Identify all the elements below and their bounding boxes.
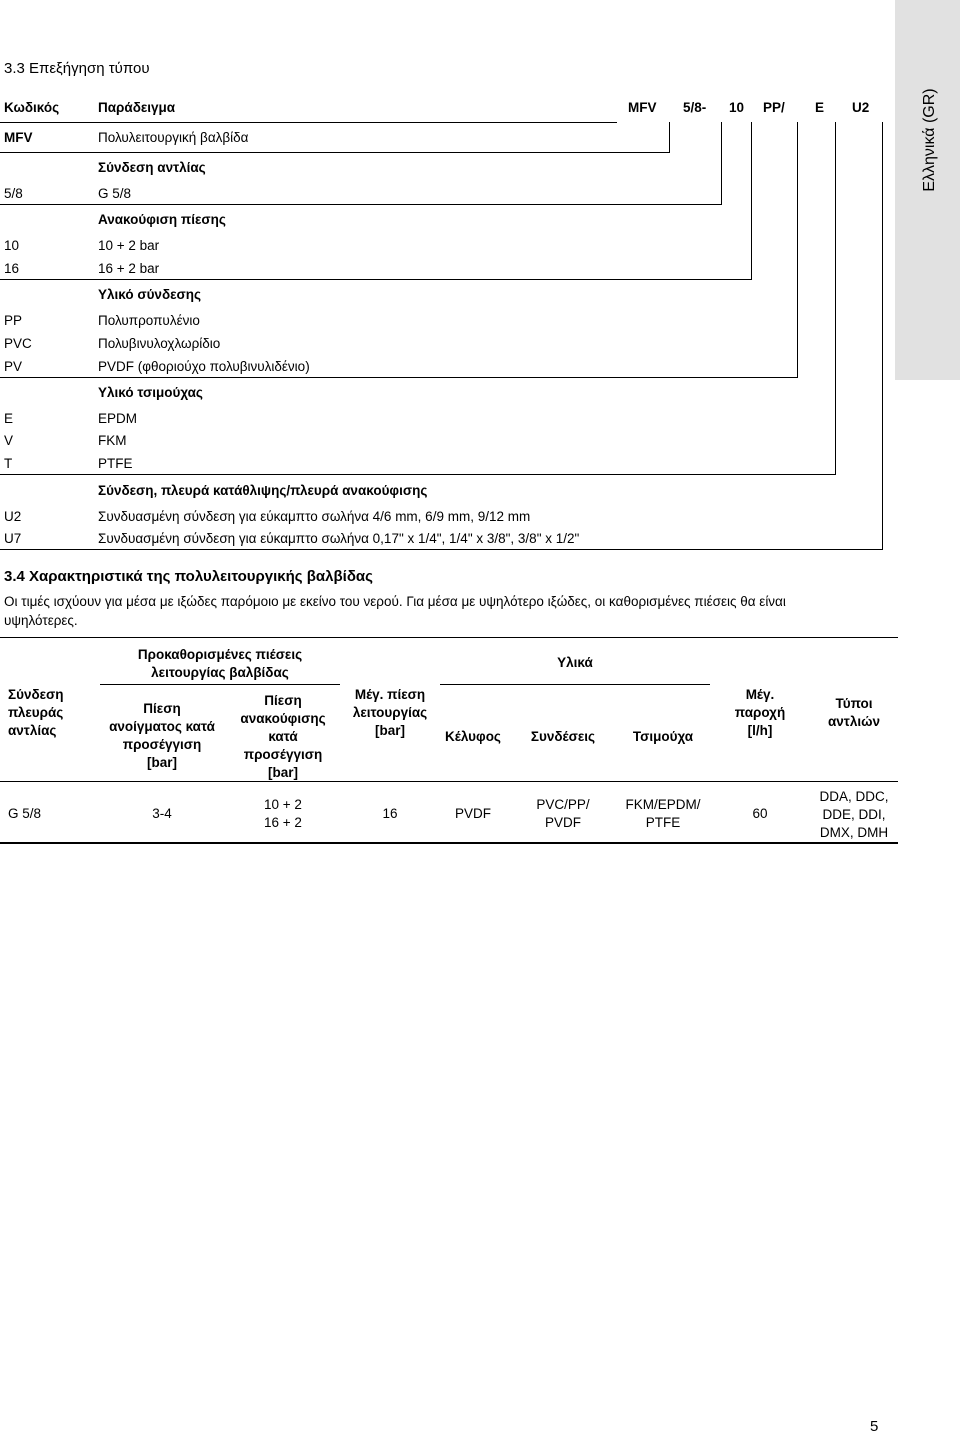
row-desc: Πολυλειτουργική βαλβίδα (98, 130, 249, 145)
group-heading-outlet-connection: Σύνδεση, πλευρά κατάθλιψης/πλευρά ανακούφισης (98, 483, 428, 498)
row-code: V (4, 433, 14, 448)
table-top-rule (0, 637, 898, 638)
row-desc: PVDF (φθοριούχο πολυβινυλιδένιο) (98, 359, 310, 374)
col-header-relief-pressure: Πίεση ανακούφισης κατά προσέγγιση [bar] (240, 693, 326, 780)
row-rule (0, 204, 721, 205)
row-code: 10 (4, 238, 20, 253)
col-header-max-pressure: Μέγ. πίεση λειτουργίας [bar] (352, 687, 428, 738)
row-desc: Συνδυασμένη σύνδεση για εύκαμπτο σωλήνα 0,17" x 1/4", 1/4" x 3/8", 3/8" x 1/2" (98, 531, 580, 546)
group-heading-pump-connection: Σύνδεση αντλίας (98, 160, 206, 175)
language-tab-label: Ελληνικά (GR) (921, 88, 938, 192)
row-code: PV (4, 359, 23, 374)
row-rule (0, 152, 669, 153)
group-heading-pressure-relief: Ανακούφιση πίεσης (98, 212, 226, 227)
section-3-4-intro: Οι τιμές ισχύουν για μέσα με ιξώδες παρόμοιο με εκείνο του νερού. Για μέσα με υψηλότερο ιξώδες, οι καθορισμένες πιέσεις θα είναι υψηλότερες. (4, 594, 786, 628)
col-header-max-flow: Μέγ. παροχή [l/h] (734, 687, 786, 738)
row-desc: EPDM (98, 411, 138, 426)
row-desc: 10 + 2 bar (98, 238, 160, 253)
row-code: E (4, 411, 14, 426)
group-header-pressures: Προκαθορισμένες πιέσεις λειτουργίας βαλβίδας (137, 647, 303, 680)
row-desc: FKM (98, 433, 127, 448)
group-heading-connection-material: Υλικό σύνδεσης (98, 287, 202, 302)
type-part-outlet: U2 (852, 100, 870, 115)
row-desc: Πολυπροπυλένιο (98, 313, 200, 328)
cell-max-pressure: 16 (382, 806, 398, 821)
cell-max-flow: 60 (752, 806, 768, 821)
header-code: Κωδικός (4, 100, 60, 115)
row-desc: Συνδυασμένη σύνδεση για εύκαμπτο σωλήνα 4/6 mm, 6/9 mm, 9/12 mm (98, 509, 531, 524)
row-desc: Πολυβινυλοχλωρίδιο (98, 336, 221, 351)
group-heading-seal-material: Υλικό τσιμούχας (98, 385, 203, 400)
section-3-4-title: 3.4 Χαρακτηριστικά της πολυλειτουργικής βαλβίδας (4, 568, 373, 585)
row-code: U7 (4, 531, 22, 546)
row-desc: G 5/8 (98, 186, 132, 201)
col-header-seal: Τσιμούχα (632, 729, 694, 744)
connector-line (882, 122, 883, 550)
table-bottom-rule (0, 842, 898, 844)
row-rule (0, 377, 797, 378)
col-header-pump-types: Τύποι αντλιών (827, 696, 880, 729)
cell-connection: G 5/8 (8, 806, 42, 821)
group-rule-pressures (100, 684, 340, 685)
type-part-pressure: 10 (729, 100, 745, 115)
row-code: PP (4, 313, 23, 328)
group-header-materials: Υλικά (557, 655, 593, 670)
group-rule-materials (440, 684, 710, 685)
type-part-mfv: MFV (628, 100, 657, 115)
header-bottom-rule (0, 781, 898, 782)
row-code: 16 (4, 261, 20, 276)
col-header-connections: Συνδέσεις (530, 729, 596, 744)
cell-connections: PVC/PP/ PVDF (536, 797, 590, 830)
connector-line (835, 122, 836, 475)
col-header-housing: Κέλυφος (445, 729, 501, 744)
row-rule (0, 474, 835, 475)
col-header-opening-pressure: Πίεση ανοίγματος κατά προσέγγιση [bar] (109, 701, 215, 770)
cell-opening-pressure: 3-4 (152, 806, 172, 821)
cell-housing: PVDF (454, 806, 491, 821)
row-rule (0, 549, 882, 550)
row-code: 5/8 (4, 186, 23, 201)
connector-line (721, 122, 722, 205)
cell-seal: FKM/EPDM/ PTFE (625, 797, 701, 830)
type-part-material: PP/ (763, 100, 785, 115)
type-part-seal: E (815, 100, 825, 115)
row-code: T (4, 456, 13, 471)
cell-relief-pressure: 10 + 2 16 + 2 (264, 797, 302, 830)
row-desc: PTFE (98, 456, 133, 471)
row-code: U2 (4, 509, 22, 524)
header-example: Παράδειγμα (98, 100, 176, 115)
row-rule (0, 279, 751, 280)
row-desc: 16 + 2 bar (98, 261, 160, 276)
page-number: 5 (870, 1418, 879, 1435)
type-part-connection: 5/8- (683, 100, 707, 115)
cell-pump-types: DDA, DDC, DDE, DDI, DMX, DMH (819, 789, 889, 840)
connector-line (797, 122, 798, 378)
row-code: PVC (4, 336, 32, 351)
section-3-3-title: 3.3 Επεξήγηση τύπου (4, 60, 150, 77)
header-rule (0, 122, 617, 123)
connector-line (669, 122, 670, 153)
connector-line (751, 122, 752, 280)
row-code: MFV (4, 130, 33, 145)
col-header-connection: Σύνδεση πλευράς αντλίας (8, 687, 64, 738)
